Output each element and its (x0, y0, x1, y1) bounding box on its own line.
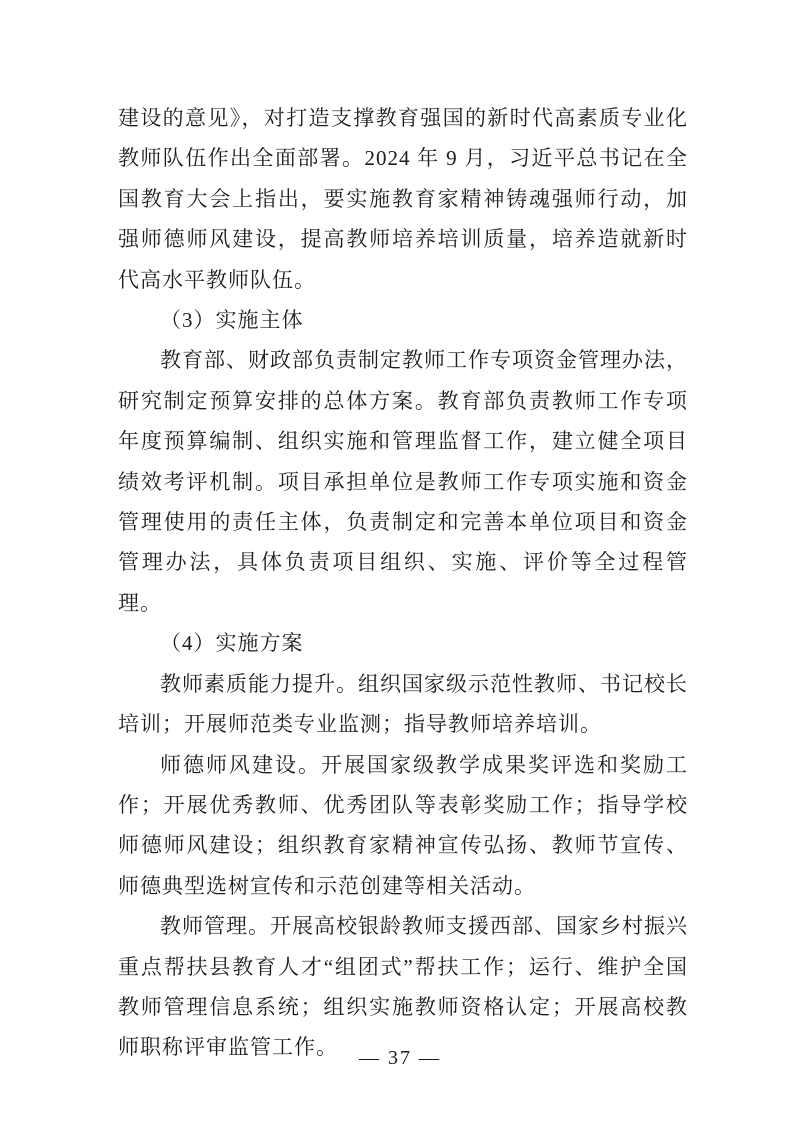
paragraph: 教师素质能力提升。组织国家级示范性教师、书记校长培训；开展师范类专业监测；指导教师培养培训。 (118, 671, 688, 737)
paragraph: 教育部、财政部负责制定教师工作专项资金管理办法，研究制定预算安排的总体方案。教育部负责教师工作专项年度预算编制、组织实施和管理监督工作，建立健全项目绩效考评机制。项目承担单位是教师工作专项实施和资金管理使用的责任主体，负责制定和完善本单位项目和资金管理办法，具体负责项目组织、实施、评价等全过程管理。 (118, 348, 688, 615)
document-body (118, 98, 688, 1068)
paragraph: 建设的意见》，对打造支撑教育强国的新时代高素质专业化教师队伍作出全面部署。2024 年 9 月，习近平总书记在全国教育大会上指出，要实施教育家精神铸魂强师行动，加强师德师风建设，提高教师培养培训质量，培养造就新时代高水平教师队伍。 (118, 106, 688, 292)
section-heading: （4）实施方案 (160, 631, 304, 656)
page-number: — 37 — (359, 1047, 441, 1069)
paragraph: 师德师风建设。开展国家级教学成果奖评选和奖励工作；开展优秀教师、优秀团队等表彰奖励工作；指导学校师德师风建设；组织教育家精神宣传弘扬、教师节宣传、师德典型选树宣传和示范创建等相关活动。 (118, 752, 688, 898)
paragraph: 教师管理。开展高校银龄教师支援西部、国家乡村振兴重点帮扶县教育人才“组团式”帮扶工作；运行、维护全国教师管理信息系统；组织实施教师资格认定；开展高校教师职称评审监管工作。 (118, 914, 688, 1060)
section-heading: （3）实施主体 (160, 308, 304, 333)
